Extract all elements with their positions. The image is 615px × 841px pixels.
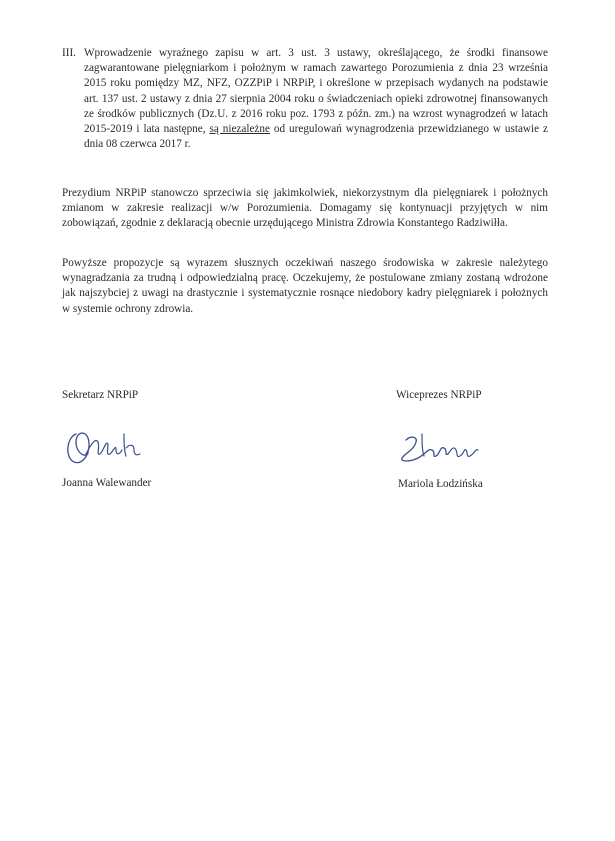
point-iii-text-before: Wprowadzenie wyraźnego zapisu w art. 3 ust. 3 ustawy, określającego, że środki finansowe zagwarantowane pielęgniarkom i położnym w ramach zawartego Porozumienia z dnia 23 września 2015 roku pomiędzy MZ, NFZ, OZZPiP i NRPiP, i określone w przepisach wydanych na podstawie art. 137 ust. 2 ustawy z dnia 27 sierpnia 2004 roku o świadczeniach opieki zdrowotnej finansowanych ze środków publicznych (Dz.U. z 2016 roku poz. 1793 z późn. zm.) na wzrost wynagrodzeń w latach 2015-2019 i lata następne, bbox=[84, 47, 548, 136]
vice-president-name: Mariola Łodzińska bbox=[398, 478, 483, 490]
vice-president-signature bbox=[396, 428, 482, 466]
point-number: III. bbox=[62, 47, 76, 59]
secretary-signature bbox=[62, 424, 152, 468]
paragraph-proposals: Powyższe propozycje są wyrazem słusznych oczekiwań naszego środowiska w zakresie należytego wynagradzania za trudną i odpowiedzialną pracę. Oczekujemy, że postulowane zmiany zostaną wdrożone jak najszybciej z uwagi na drastycznie i systematycznie rosnące niedobory kadry pielęgniarek i położnych w systemie ochrony zdrowia. bbox=[62, 257, 548, 315]
point-iii-text-after: od uregulowań wynagrodzenia przewidzianego w ustawie z dnia 08 czerwca 2017 r. bbox=[84, 123, 548, 151]
underlined-phrase: są niezależne bbox=[209, 123, 270, 136]
secretary-role: Sekretarz NRPiP bbox=[62, 389, 139, 401]
point-iii-text bbox=[84, 46, 548, 152]
vice-president-role: Wiceprezes NRPiP bbox=[396, 389, 482, 401]
secretary-name: Joanna Walewander bbox=[62, 477, 152, 489]
paragraph-presidium: Prezydium NRPiP stanowczo sprzeciwia się jakimkolwiek, niekorzystnym dla pielęgniarek i położnych zmianom w zakresie realizacji w/w Porozumienia. Domagamy się kontynuacji przyjętych w nim zobowiązań, zgodnie z deklaracją obecnie urzędującego Ministra Zdrowia Konstantego Radziwiłła. bbox=[62, 187, 548, 230]
point-iii bbox=[62, 46, 548, 152]
